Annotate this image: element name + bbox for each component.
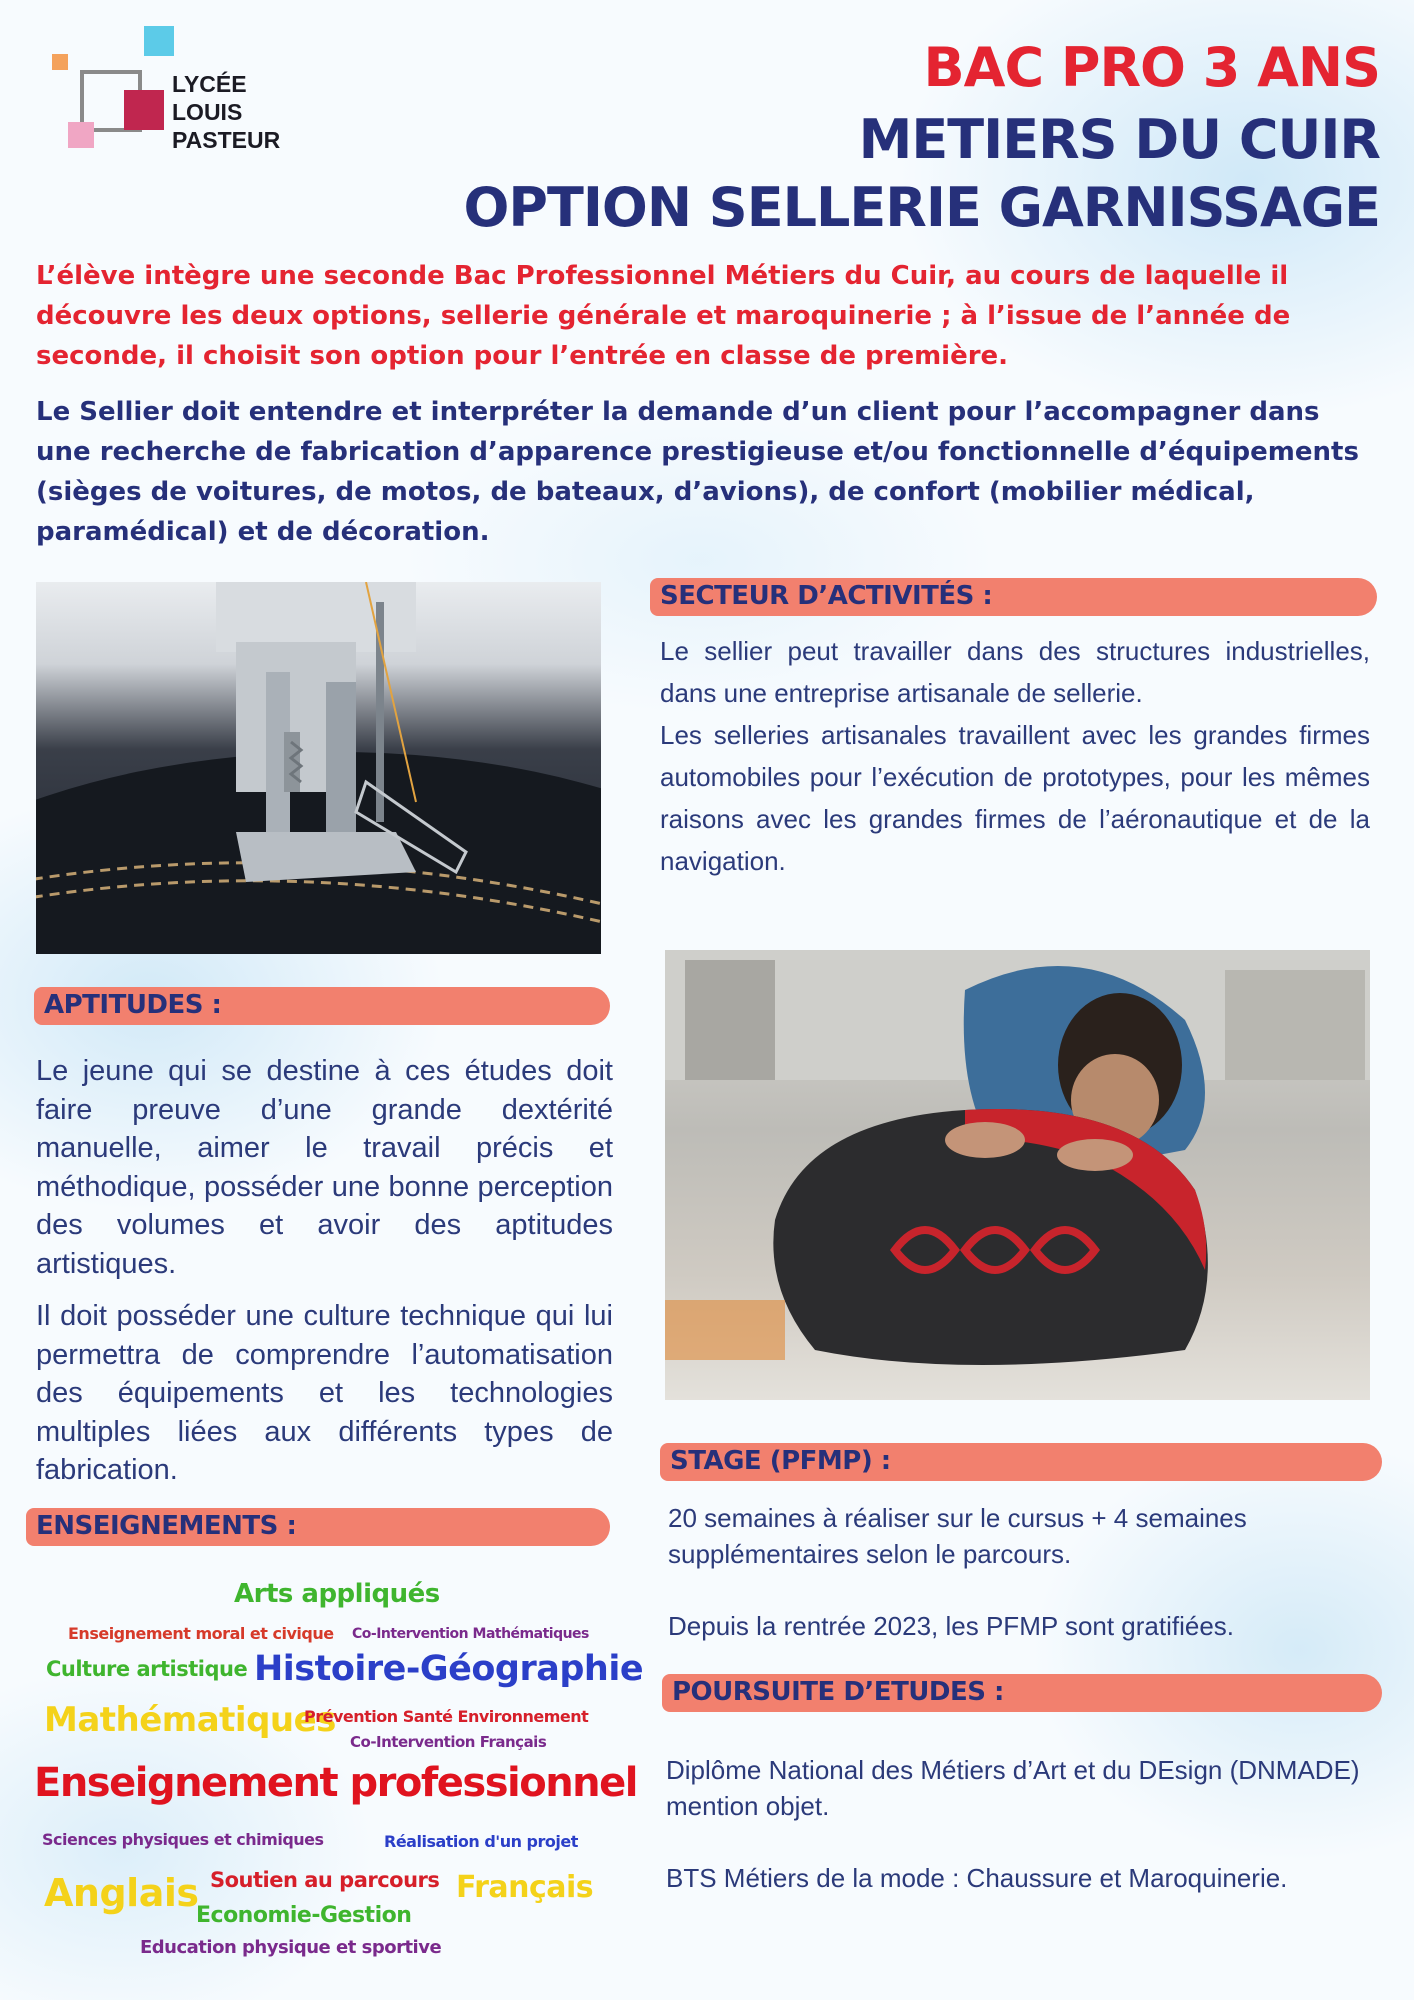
wc-culture-artistique: Culture artistique: [46, 1657, 248, 1681]
secteur-paragraph-1: Le sellier peut travailler dans des structures industrielles, dans une entreprise artisanale de sellerie.: [660, 636, 1370, 708]
wc-economie-gestion: Economie-Gestion: [196, 1903, 412, 1928]
wc-education-physique: Education physique et sportive: [140, 1937, 442, 1958]
title-line-2: METIERS DU CUIR: [858, 108, 1380, 171]
wc-histoire-geographie: Histoire-Géographie: [254, 1649, 644, 1689]
stage-paragraph-1: 20 semaines à réaliser sur le cursus + 4 semaines supplémentaires selon le parcours.: [668, 1503, 1247, 1569]
wc-enseignement-professionnel: Enseignement professionnel: [34, 1760, 637, 1806]
wc-co-intervention-maths: Co-Intervention Mathématiques: [352, 1626, 589, 1642]
student-seat-photo: [665, 950, 1370, 1400]
student-seat-illustration: [665, 950, 1370, 1400]
school-logo: [44, 26, 304, 156]
stage-heading-bar: [660, 1443, 1382, 1481]
wc-arts-appliques: Arts appliqués: [234, 1579, 440, 1609]
aptitudes-heading-bar: [34, 987, 610, 1025]
secteur-heading: SECTEUR D’ACTIVITÉS :: [660, 581, 993, 611]
poursuite-paragraph-2: BTS Métiers de la mode : Chaussure et Maroquinerie.: [666, 1863, 1288, 1893]
enseignements-heading-bar: [26, 1508, 610, 1546]
wc-anglais: Anglais: [44, 1871, 199, 1915]
logo-line-3: PASTEUR: [172, 127, 281, 153]
wc-co-intervention-francais: Co-Intervention Français: [350, 1733, 547, 1751]
title-line-3: OPTION SELLERIE GARNISSAGE: [463, 176, 1380, 239]
poursuite-text: [666, 1752, 1386, 1932]
aptitudes-heading: APTITUDES :: [44, 990, 222, 1020]
secteur-paragraph-2: Les selleries artisanales travaillent avec les grandes firmes automobiles pour l’exécution de prototypes, pour les mêmes raisons avec les grandes firmes de l’aéronautique et de la navigation.: [660, 720, 1370, 876]
sewing-machine-photo: [36, 582, 601, 954]
aptitudes-text: [36, 1052, 613, 1504]
stage-text: [668, 1500, 1368, 1680]
logo-square-orange: [52, 54, 68, 70]
wc-mathematiques: Mathématiques: [44, 1700, 336, 1740]
title-line-1: BAC PRO 3 ANS: [923, 36, 1380, 99]
wc-sciences-physiques: Sciences physiques et chimiques: [42, 1830, 324, 1849]
logo-square-pink: [68, 122, 94, 148]
wc-soutien-parcours: Soutien au parcours: [210, 1868, 440, 1892]
aptitudes-paragraph-2: Il doit posséder une culture technique qui lui permettra de comprendre l’automatisation des équipements et les technologies multiples liées aux différents types de fabrication.: [36, 1300, 613, 1486]
sewing-machine-illustration: [36, 582, 601, 954]
wc-realisation-projet: Réalisation d'un projet: [384, 1832, 578, 1851]
stage-paragraph-2: Depuis la rentrée 2023, les PFMP sont gratifiées.: [668, 1611, 1235, 1641]
logo-square-cyan: [144, 26, 174, 56]
logo-line-2: LOUIS: [172, 99, 243, 125]
intro-blue-paragraph: Le Sellier doit entendre et interpréter la demande d’un client pour l’accompagner dans une recherche de fabrication d’apparence prestigieuse et/ou fonctionnelle d’équipements (sièges de voitures, de motos, de bateaux, d’avions), de confort (mobilier médical, paramédical) et de décoration.: [36, 397, 1359, 547]
poursuite-heading-bar: [662, 1674, 1382, 1712]
logo-line-1: LYCÉE: [172, 71, 247, 97]
enseignements-heading: ENSEIGNEMENTS :: [36, 1511, 297, 1541]
stage-heading: STAGE (PFMP) :: [670, 1446, 891, 1476]
intro-red-paragraph: L’élève intègre une seconde Bac Professionnel Métiers du Cuir, au cours de laquelle il découvre les deux options, sellerie générale et maroquinerie ; à l’issue de l’année de seconde, il choisit son option pour l’entrée en classe de première.: [36, 261, 1291, 371]
secteur-heading-bar: [650, 578, 1377, 616]
logo-square-crimson: [124, 90, 164, 130]
wc-prevention-sante: Prévention Santé Environnement: [304, 1707, 589, 1726]
secteur-text: [660, 630, 1370, 882]
wc-enseignement-moral: Enseignement moral et civique: [68, 1624, 334, 1643]
poursuite-heading: POURSUITE D’ETUDES :: [672, 1677, 1004, 1707]
poursuite-paragraph-1: Diplôme National des Métiers d’Art et du DEsign (DNMADE) mention objet.: [666, 1755, 1360, 1821]
wc-francais: Français: [456, 1870, 594, 1905]
aptitudes-paragraph-1: Le jeune qui se destine à ces études doit faire preuve d’une grande dextérité manuelle, aimer le travail précis et méthodique, posséder une bonne perception des volumes et avoir des aptitudes artistiques.: [36, 1055, 613, 1280]
